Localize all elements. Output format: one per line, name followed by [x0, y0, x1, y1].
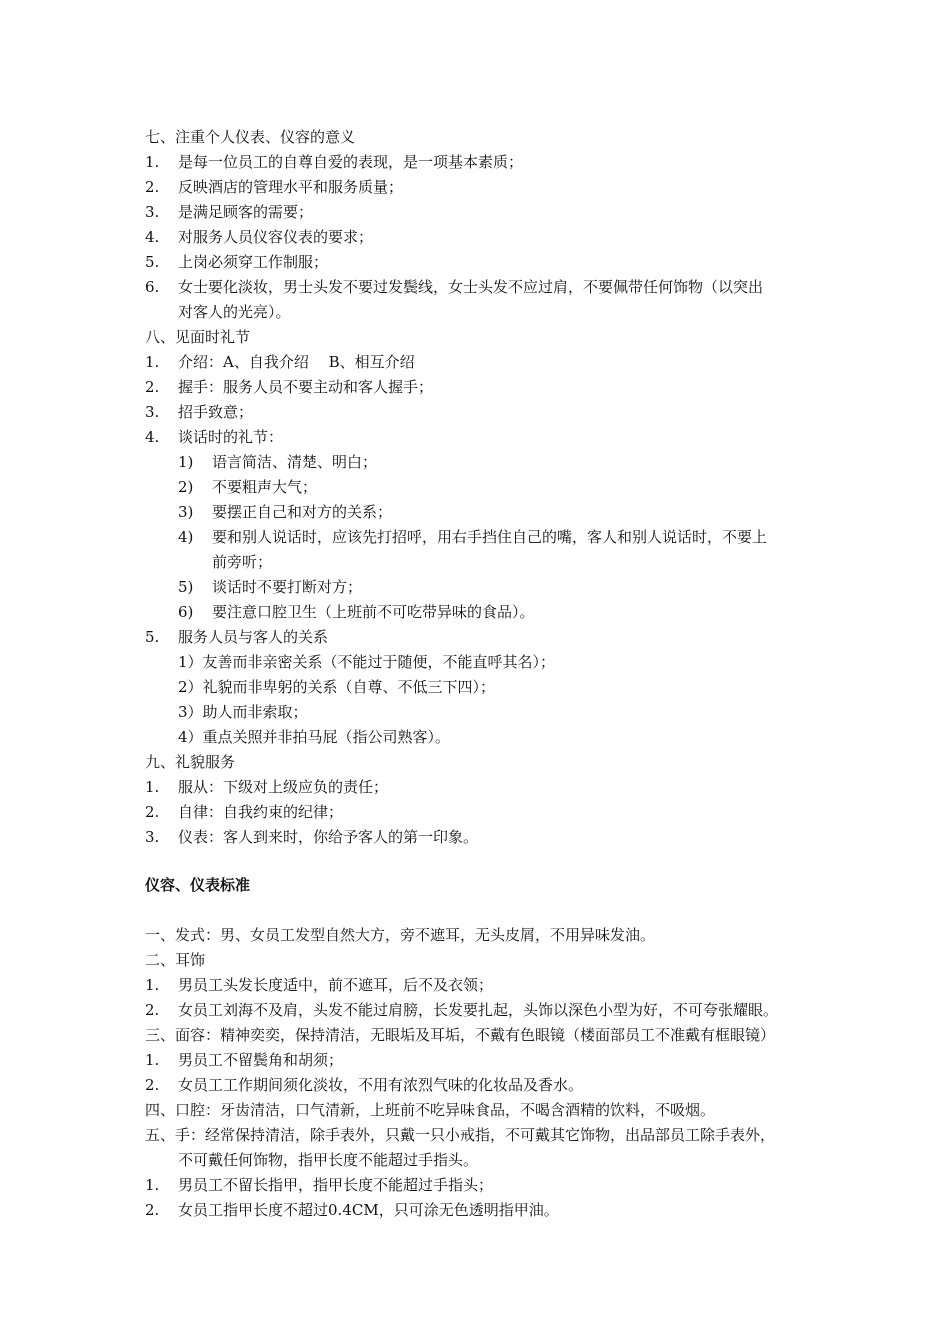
face-standard: 三、面容：精神奕奕，保持清洁，无眼垢及耳垢，不戴有色眼镜（楼面部员工不准戴有框眼镜） — [145, 1026, 776, 1044]
item-number: 3. — [145, 403, 160, 421]
item-number: 2. — [145, 1076, 160, 1094]
item-number: 1. — [145, 353, 160, 371]
item-number: 1. — [145, 1051, 160, 1069]
item-number: 4. — [145, 428, 160, 446]
item-text: 女员工刘海不及肩，头发不能过肩膀，长发要扎起，头饰以深色小型为好，不可夸张耀眼。 — [178, 1001, 779, 1019]
sub-item-text: 谈话时不要打断对方； — [212, 578, 363, 596]
sub-item-number: 5) — [178, 578, 194, 596]
item-text: 服从：下级对上级应负的责任； — [178, 778, 389, 796]
list-item — [145, 227, 373, 247]
item-text: 握手：服务人员不要主动和客人握手； — [178, 378, 434, 396]
item-text: 男员工不留长指甲，指甲长度不能超过手指头； — [178, 1176, 494, 1194]
sub-item-number: 3) — [178, 503, 194, 521]
list-item — [145, 1075, 583, 1095]
sub-item-number: 6) — [178, 603, 194, 621]
sub-list-item — [178, 577, 362, 597]
relation-item: 3）助人而非索取； — [178, 703, 308, 721]
item-text: 是满足顾客的需要； — [178, 203, 314, 221]
hand-standard: 五、手：经常保持清洁，除手表外，只戴一只小戒指，不可戴其它饰物，出品部员工除手表外， — [145, 1126, 776, 1144]
list-item — [145, 802, 343, 822]
list-item — [145, 352, 415, 372]
section-heading: 二、耳饰 — [145, 951, 206, 969]
item-text: 服务人员与客人的关系 — [178, 628, 329, 646]
list-item — [145, 252, 328, 272]
item-number: 2. — [145, 378, 160, 396]
sub-item-number: 4) — [178, 528, 194, 546]
item-text: 上岗必须穿工作制服； — [178, 253, 329, 271]
standards-title: 仪容、仪表标准 — [145, 876, 251, 894]
item-number: 2. — [145, 178, 160, 196]
list-item — [145, 202, 313, 222]
item-text: 男员工头发长度适中，前不遮耳，后不及衣领； — [178, 976, 494, 994]
sub-item-text: 要摆正自己和对方的关系； — [212, 503, 393, 521]
sub-list-item — [178, 527, 767, 547]
section-heading: 七、注重个人仪表、仪容的意义 — [145, 128, 356, 146]
item-number: 5. — [145, 253, 160, 271]
mouth-standard: 四、口腔：牙齿清洁，口气清新，上班前不吃异味食品，不喝含酒精的饮料，不吸烟。 — [145, 1101, 716, 1119]
item-number: 2. — [145, 1201, 160, 1219]
item-number: 3. — [145, 203, 160, 221]
list-item — [145, 627, 328, 647]
list-item — [145, 152, 523, 172]
sub-list-item — [178, 502, 392, 522]
sub-item-text: 不要粗声大气； — [212, 478, 318, 496]
section-heading: 九、礼貌服务 — [145, 753, 236, 771]
relation-item: 2）礼貌而非卑躬的关系（自尊、不低三下四）； — [178, 678, 496, 696]
list-item — [145, 277, 763, 297]
list-item — [145, 1050, 343, 1070]
item-number: 1. — [145, 1176, 160, 1194]
sub-item-continuation: 前旁听； — [212, 553, 273, 571]
item-text: 是每一位员工的自尊自爱的表现，是一项基本素质； — [178, 153, 524, 171]
item-text: 反映酒店的管理水平和服务质量； — [178, 178, 404, 196]
relation-item: 4）重点关照并非拍马屁（指公司熟客）。 — [178, 728, 451, 746]
item-number: 5. — [145, 628, 160, 646]
item-number: 1. — [145, 778, 160, 796]
list-item — [145, 777, 388, 797]
item-text: 介绍：A、自我介绍 B、相互介绍 — [178, 353, 415, 371]
list-item — [145, 1175, 493, 1195]
list-item — [145, 1200, 559, 1220]
section-heading: 八、见面时礼节 — [145, 328, 251, 346]
relation-item: 1）友善而非亲密关系（不能过于随便，不能直呼其名）； — [178, 653, 556, 671]
item-text: 对服务人员仪容仪表的要求； — [178, 228, 374, 246]
sub-list-item — [178, 477, 317, 497]
item-number: 6. — [145, 278, 160, 296]
item-text: 男员工不留鬓角和胡须； — [178, 1051, 344, 1069]
hand-standard-continuation: 不可戴任何饰物，指甲长度不能超过手指头。 — [178, 1151, 479, 1169]
item-text: 女士要化淡妆，男士头发不要过发鬓线，女士头发不应过肩，不要佩带任何饰物（以突出 — [178, 278, 764, 296]
list-item — [145, 377, 433, 397]
list-item — [145, 402, 253, 422]
item-text: 招手致意； — [178, 403, 254, 421]
list-item — [145, 827, 478, 847]
item-number: 2. — [145, 1001, 160, 1019]
item-text: 自律：自我约束的纪律； — [178, 803, 344, 821]
item-continuation: 对客人的光亮）。 — [178, 303, 291, 321]
list-item — [145, 1000, 778, 1020]
sub-list-item — [178, 602, 535, 622]
sub-item-number: 2) — [178, 478, 194, 496]
item-number: 2. — [145, 803, 160, 821]
item-text: 谈话时的礼节： — [178, 428, 284, 446]
item-number: 1. — [145, 153, 160, 171]
item-number: 1. — [145, 976, 160, 994]
sub-item-text: 要注意口腔卫生（上班前不可吃带异味的食品）。 — [212, 603, 535, 621]
sub-item-number: 1) — [178, 453, 194, 471]
list-item — [145, 975, 493, 995]
sub-item-text: 语言简洁、清楚、明白； — [212, 453, 378, 471]
list-item — [145, 427, 283, 447]
list-item — [145, 177, 403, 197]
item-text: 女员工工作期间须化淡妆，不用有浓烈气味的化妆品及香水。 — [178, 1076, 584, 1094]
sub-item-text: 要和别人说话时，应该先打招呼，用右手挡住自己的嘴，客人和别人说话时，不要上 — [212, 528, 768, 546]
sub-list-item — [178, 452, 377, 472]
item-text: 仪表：客人到来时，你给予客人的第一印象。 — [178, 828, 479, 846]
hair-standard: 一、发式：男、女员工发型自然大方，旁不遮耳，无头皮屑，不用异味发油。 — [145, 926, 656, 944]
item-number: 3. — [145, 828, 160, 846]
item-text: 女员工指甲长度不超过0.4CM，只可涂无色透明指甲油。 — [178, 1201, 559, 1219]
item-number: 4. — [145, 228, 160, 246]
